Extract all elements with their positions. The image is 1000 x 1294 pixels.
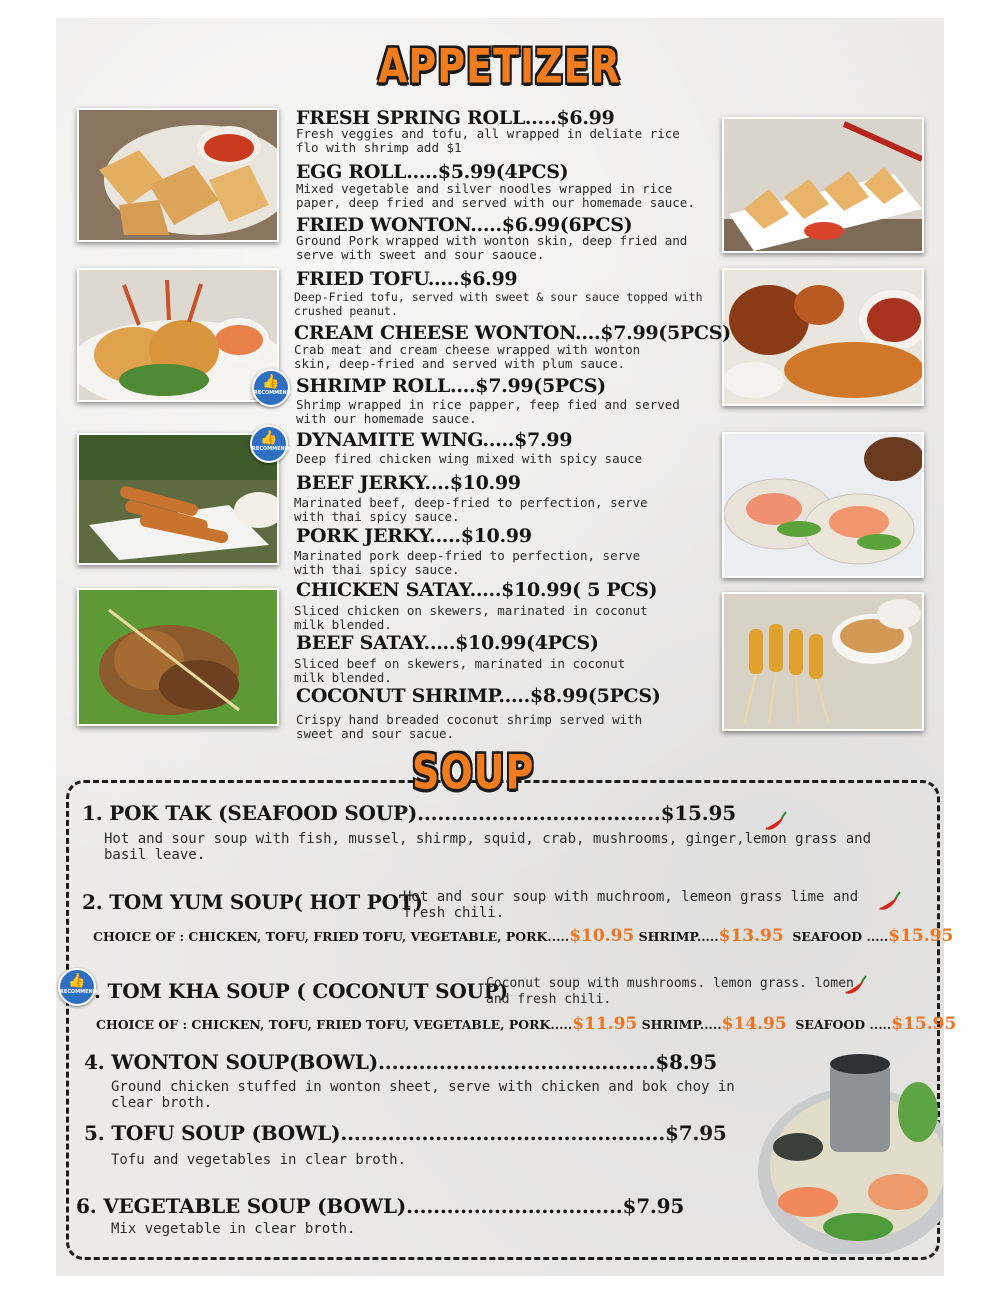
soup-item-desc: Hot and sour soup with muchroom, lemeon grass lime and fresh chili. (403, 889, 859, 921)
soup-choice-line (93, 926, 953, 946)
soup-item-desc: Mix vegetable in clear broth. (111, 1221, 356, 1237)
soup-item-desc: Ground chicken stuffed in wonton sheet, serve with chicken and bok choy in clear broth. (111, 1079, 735, 1111)
shrimp-label: SHRIMP..... (641, 1017, 722, 1032)
chili-pepper-icon (876, 888, 902, 914)
soup-item-title: . TOM KHA SOUP ( COCONUT SOUP) (94, 979, 508, 1003)
photo-egg-roll (77, 433, 279, 565)
soup-item-title: 1. POK TAK (SEAFOOD SOUP)....................................$15.95 (82, 801, 736, 825)
appetizer-item-title: FRESH SPRING ROLL.....$6.99 (296, 107, 615, 129)
appetizer-item-desc: Fresh veggies and tofu, all wrapped in deliate rice flo with shrimp add $1 (296, 126, 680, 155)
price-seafood: $15.95 (891, 1014, 957, 1034)
appetizer-item-title: SHRIMP ROLL....$7.99(5PCS) (296, 375, 606, 397)
choice-label: CHOICE OF : CHICKEN, TOFU, FRIED TOFU, VEGETABLE, PORK..... (93, 929, 570, 944)
price-seafood: $15.95 (888, 926, 954, 946)
appetizer-item-desc: Marinated beef, deep-fried to perfection, serve with thai spicy sauce. (294, 495, 648, 524)
appetizer-item-title: DYNAMITE WING.....$7.99 (296, 429, 573, 451)
photo-fresh-spring-roll (722, 432, 924, 578)
appetizer-item-desc: Mixed vegetable and silver noodles wrapped in rice paper, deep fried and served with our homemade sauce. (296, 181, 695, 210)
photo-hot-pot (758, 1042, 943, 1254)
appetizer-item-desc: Marinated pork deep-fried to perfection, serve with thai spicy sauce. (294, 548, 641, 577)
price-main: $10.95 (569, 926, 635, 946)
recommend-badge: 👍 RECOMMEND (58, 968, 96, 1006)
appetizer-item-desc: Shrimp wrapped in rice papper, feep fied and served with our homemade sauce. (296, 397, 680, 426)
soup-item-title: 6. VEGETABLE SOUP (BOWL)................................$7.95 (76, 1194, 685, 1218)
appetizer-item-title: FRIED WONTON.....$6.99(6PCS) (296, 214, 633, 236)
seafood-label: SEAFOOD ..... (792, 929, 889, 944)
appetizer-item-desc: Deep fired chicken wing mixed with spicy sauce (296, 451, 643, 466)
soup-item-title: 5. TOFU SOUP (BOWL)................................................$7.95 (84, 1121, 727, 1145)
appetizer-item-title: COCONUT SHRIMP.....$8.99(5PCS) (296, 685, 661, 707)
appetizer-item-title: FRIED TOFU.....$6.99 (296, 268, 518, 290)
recommend-thumb-icon: 👍 (262, 374, 280, 390)
price-shrimp: $14.95 (721, 1014, 787, 1034)
soup-item-desc: Coconut soup with mushrooms. lemon grass. lomen and fresh chili. (486, 976, 854, 1007)
appetizer-heading: APPETIZER (378, 38, 621, 94)
chili-pepper-icon (842, 972, 868, 998)
price-main: $11.95 (572, 1014, 638, 1034)
appetizer-item-desc: Crab meat and cream cheese wrapped with wonton skin, deep-fried and served with plum sauce. (294, 342, 641, 371)
appetizer-item-desc: Sliced chicken on skewers, marinated in coconut milk blended. (294, 603, 648, 632)
appetizer-item-title: CREAM CHEESE WONTON....$7.99(5PCS) (294, 322, 731, 344)
soup-item-desc: Tofu and vegetables in clear broth. (111, 1152, 407, 1168)
soup-item-desc: Hot and sour soup with fish, mussel, shirmp, squid, crab, mushrooms, ginger,lemon grass and basil leave. (104, 831, 872, 863)
appetizer-item-desc: Ground Pork wrapped with wonton skin, deep fried and serve with sweet and sour saouce. (296, 233, 688, 262)
soup-item-title: 2. TOM YUM SOUP( HOT POT) (82, 890, 423, 914)
photo-dynamite-wing (722, 268, 924, 406)
photo-beef-satay (77, 588, 279, 726)
photo-chicken-satay (722, 592, 924, 731)
appetizer-item-desc: Crispy hand breaded coconut shrimp served with sweet and sour sacue. (296, 712, 643, 741)
choice-label: CHOICE OF : CHICKEN, TOFU, FRIED TOFU, VEGETABLE, PORK..... (96, 1017, 573, 1032)
appetizer-item-desc: Sliced beef on skewers, marinated in coconut milk blended. (294, 656, 626, 685)
recommend-badge: 👍 RECOMMEND (250, 425, 288, 463)
soup-item-title: 4. WONTON SOUP(BOWL).........................................$8.95 (84, 1050, 717, 1074)
photo-fried-wonton (77, 108, 279, 242)
seafood-label: SEAFOOD ..... (795, 1017, 892, 1032)
appetizer-item-desc: Deep-Fried tofu, served with sweet & sour sauce topped with crushed peanut. (294, 290, 703, 318)
price-shrimp: $13.95 (718, 926, 784, 946)
appetizer-item-title: CHICKEN SATAY.....$10.99( 5 PCS) (296, 579, 658, 601)
soup-heading: SOUP (412, 744, 535, 800)
recommend-thumb-icon: 👍 (260, 430, 278, 446)
photo-coconut-shrimp (77, 268, 279, 402)
appetizer-item-title: EGG ROLL.....$5.99(4PCS) (296, 161, 569, 183)
appetizer-item-title: BEEF JERKY....$10.99 (296, 472, 521, 494)
photo-cream-cheese-wonton (722, 117, 924, 253)
recommend-thumb-icon: 👍 (68, 973, 86, 989)
appetizer-item-title: PORK JERKY.....$10.99 (296, 525, 532, 547)
appetizer-item-title: BEEF SATAY.....$10.99(4PCS) (296, 632, 599, 654)
soup-choice-line (96, 1014, 956, 1034)
shrimp-label: SHRIMP..... (638, 929, 719, 944)
recommend-badge: 👍 RECOMMEND (252, 369, 290, 407)
